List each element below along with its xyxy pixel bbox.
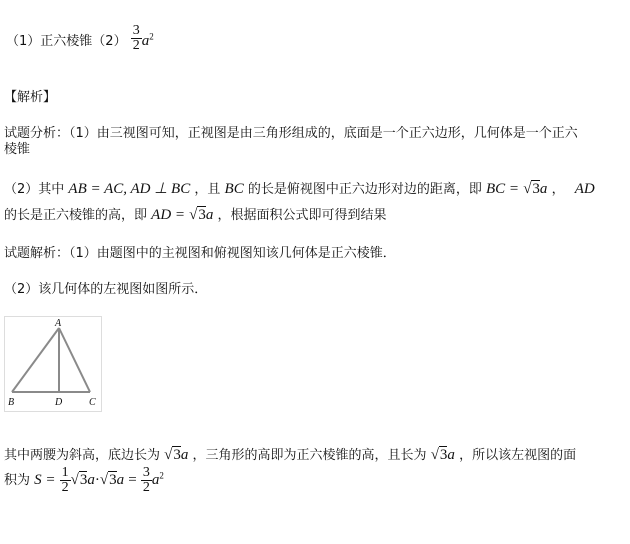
- hint-line-1: 试题分析：（1）由三视图可知，正视图是由三角形组成的，底面是一个正六边形，几何体是一个正六: [4, 126, 578, 141]
- left-view-triangle-figure: [4, 316, 102, 412]
- sqrt-expression: √3a: [70, 472, 95, 488]
- label-a: A: [55, 318, 62, 329]
- result-fraction: $\frac{3}{2}$: [142, 465, 150, 495]
- hint-line-1-cont: 棱锥: [4, 142, 31, 157]
- answer-fraction: $\frac{3}{2}$: [132, 23, 140, 53]
- hint-line-3: 的长是正六棱锥的高，即 AD = √3a ，根据面积公式即可得到结果: [4, 207, 387, 223]
- part2-label: （2）: [92, 34, 127, 49]
- side-ab: [12, 328, 59, 392]
- label-d: D: [55, 397, 63, 408]
- part1-text: 正六棱锥: [40, 34, 93, 49]
- hint-math-relations: AB = AC, AD ⊥ BC: [68, 181, 191, 197]
- answer-line: [6, 23, 154, 53]
- final-line-1: 其中两腰为斜高，底边长为 √3a ，三角形的高即为正六棱锥的高，且长为 √3a ，所以该左视图的面: [4, 447, 577, 463]
- half-fraction: $\frac{1}{2}$: [61, 465, 69, 495]
- solution-line-1: 试题解析：（1）由题图中的主视图和俯视图知该几何体是正六棱锥．: [4, 246, 396, 261]
- hint-line-2: （2）其中 AB = AC, AD ⊥ BC ，且 BC 的长是俯视图中正六边形对边的距离，即 BC = √3a ， AD: [4, 181, 595, 197]
- answer-exp: 2: [149, 31, 154, 42]
- analysis-heading: 【解析】: [4, 90, 57, 105]
- label-b: B: [8, 397, 15, 408]
- sqrt-expression: √3a: [523, 181, 548, 197]
- answer-var: a: [141, 33, 150, 49]
- figure-frame: [5, 317, 102, 412]
- part1-label: （1）: [6, 34, 41, 49]
- sqrt-expression: √3a: [164, 447, 189, 463]
- sqrt-expression: √3a: [430, 447, 455, 463]
- side-ac: [59, 328, 90, 392]
- sqrt-expression: √3a: [189, 207, 214, 223]
- solution-line-2: （2）该几何体的左视图如图所示．: [4, 282, 208, 297]
- final-line-2: 积为 S = $\frac{1}{2}$ √3a·√3a = $\frac{3}{2}$ $a^2$: [4, 465, 164, 495]
- sqrt-expression: √3a: [99, 472, 125, 488]
- label-c: C: [89, 397, 96, 408]
